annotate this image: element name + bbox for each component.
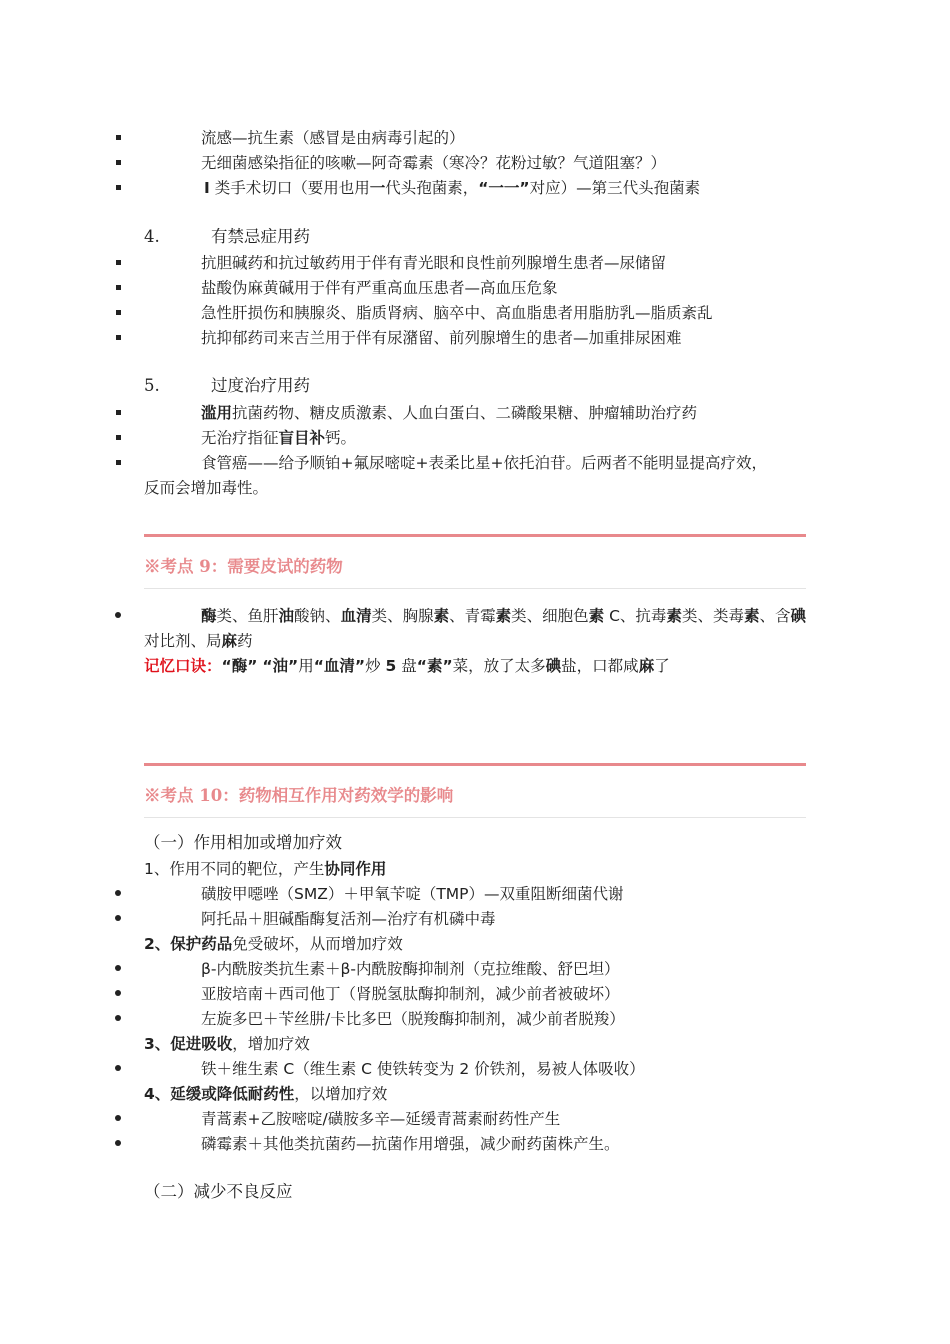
text-run: 5 bbox=[385, 657, 397, 675]
text-run: 药 bbox=[237, 632, 253, 650]
bullet-square-icon bbox=[116, 310, 121, 315]
text-run: 酶 bbox=[201, 607, 217, 625]
text-run: C、抗毒 bbox=[604, 607, 667, 625]
bullet-dot-icon bbox=[115, 915, 121, 921]
bullet-dot-icon bbox=[115, 965, 121, 971]
text-run: 麻 bbox=[638, 657, 655, 675]
text-run: 类、细胞色 bbox=[511, 607, 589, 625]
bullet-square-icon bbox=[116, 435, 121, 440]
text-run: “油” bbox=[262, 657, 299, 675]
bullet-dot-icon bbox=[115, 1115, 121, 1121]
bullet-dot-icon bbox=[115, 612, 121, 618]
bullet-dot-icon bbox=[115, 990, 121, 996]
text-run: 类、鱼肝 bbox=[216, 607, 279, 625]
bullet-dot-icon bbox=[115, 1140, 121, 1146]
text-run: 菜，放了太多 bbox=[452, 657, 546, 675]
text-run: 盐，口都咸 bbox=[561, 657, 639, 675]
text-run: 了 bbox=[654, 657, 670, 675]
text-run: 素 bbox=[495, 607, 512, 625]
bullet-square-icon bbox=[116, 410, 121, 415]
text-run: 素 bbox=[433, 607, 450, 625]
section-divider-thin bbox=[144, 817, 806, 818]
text-run: 油 bbox=[278, 607, 295, 625]
section-divider-thin bbox=[144, 588, 806, 589]
bullet-square-icon bbox=[116, 285, 121, 290]
bullet-square-icon bbox=[116, 335, 121, 340]
text-run: 血清 bbox=[340, 607, 372, 625]
text-run: 碘 bbox=[545, 657, 562, 675]
text-run: 、含 bbox=[759, 607, 791, 625]
text-run: 炒 bbox=[365, 657, 386, 675]
bullet-square-icon bbox=[116, 260, 121, 265]
text-run: 碘 bbox=[790, 607, 806, 625]
text-run: 、青霉 bbox=[449, 607, 496, 625]
skin-test-drug-list bbox=[201, 606, 806, 626]
bullet-square-icon bbox=[116, 160, 121, 165]
section-title: ※考点 9：需要皮试的药物 bbox=[144, 557, 343, 576]
text-run: 盘 bbox=[396, 657, 417, 675]
bullet-dot-icon bbox=[115, 1015, 121, 1021]
text-run: 对比剂、局 bbox=[144, 632, 222, 650]
bullet-dot-icon bbox=[115, 1065, 121, 1071]
section-title: ※考点 10：药物相互作用对药效学的影响 bbox=[144, 786, 454, 805]
skin-test-drug-list-cont bbox=[144, 631, 253, 651]
bullet-dot-icon bbox=[115, 890, 121, 896]
text-run: “素” bbox=[416, 657, 453, 675]
text-run: “酶” bbox=[221, 657, 258, 675]
text-run: 素 bbox=[743, 607, 760, 625]
section-divider bbox=[144, 763, 806, 766]
text-run: 素 bbox=[666, 607, 682, 625]
text-run: 麻 bbox=[221, 632, 238, 650]
bullet-square-icon bbox=[116, 185, 121, 190]
text-run: “血清” bbox=[313, 657, 366, 675]
section-divider bbox=[144, 534, 806, 537]
bullet-square-icon bbox=[116, 135, 121, 140]
document-page: 流感—抗生素（感冒是由病毒引起的） 无细菌感染指征的咳嗽—阿奇霉素（寒冷？花粉过敏？气道阻塞？） Ⅰ 类手术切口（要用也用一代头孢菌素，“一一”对应）—第三代头孢菌素 4. 有禁忌症用药 抗胆碱药和抗过敏药用于伴有青光眼和良性前列腺增生患者—尿储留 盐酸伪麻黄碱用于伴有严重高血压患者—高血压危象 急性肝损伤和胰腺炎、脂质肾病、脑卒中、高血脂患者用脂肪乳—脂质紊乱 抗抑郁药司来吉兰用于伴有尿潴留、前列腺增生的患者—加重排尿困难 5. 过度治疗用药 滥用抗菌药物、糖皮质激素、人血白蛋白、二磷酸果糖、肿瘤辅助治疗药 无治疗指征盲目补钙。 食管癌——给予顺铂+氟尿嘧啶+表柔比星+依托泊苷。后两者不能明显提高疗效， 反而会增加毒性。 ※考点 9：需要皮试的药物 酶类、鱼肝油酸钠、血清类、胸腺素、青霉素类、细胞色素 C、抗毒素类、类毒素、含碘 对比剂、局麻药 记忆口诀：“酶” “油”用“血清”炒 5 盘“素”菜，放了太多碘盐，口都咸麻了 ※考点 10：药物相互作用对药效学的影响 （一）作用相加或增加疗效 1、作用不同的靶位，产生协同作用 磺胺甲噁唑（SMZ）＋甲氧苄啶（TMP）—双重阻断细菌代谢 阿托品＋胆碱酯酶复活剂—治疗有机磷中毒 2、保护药品免受破坏，从而增加疗效 β-内酰胺类抗生素＋β-内酰胺酶抑制剂（克拉维酸、舒巴坦） 亚胺培南＋西司他丁（肾脱氢肽酶抑制剂，减少前者被破坏） 左旋多巴＋苄丝肼/卡比多巴（脱羧酶抑制剂，减少前者脱羧） 3、促进吸收，增加疗效 铁＋维生素 C（维生素 C 使铁转变为 2 价铁剂，易被人体吸收） 4、延缓或降低耐药性，以增加疗效 青蒿素+乙胺嘧啶/磺胺多辛—延缓青蒿素耐药性产生 磷霉素＋其他类抗菌药—抗菌作用增强，减少耐药菌株产生。 （二）减少不良反应 bbox=[0, 0, 950, 1344]
bullet-square-icon bbox=[116, 460, 121, 465]
text-run: 类、类毒 bbox=[681, 607, 744, 625]
text-run: 酸钠、 bbox=[294, 607, 341, 625]
text-run: 素 bbox=[588, 607, 605, 625]
text-run: 类、胸腺 bbox=[371, 607, 434, 625]
text-run: 用 bbox=[298, 657, 314, 675]
